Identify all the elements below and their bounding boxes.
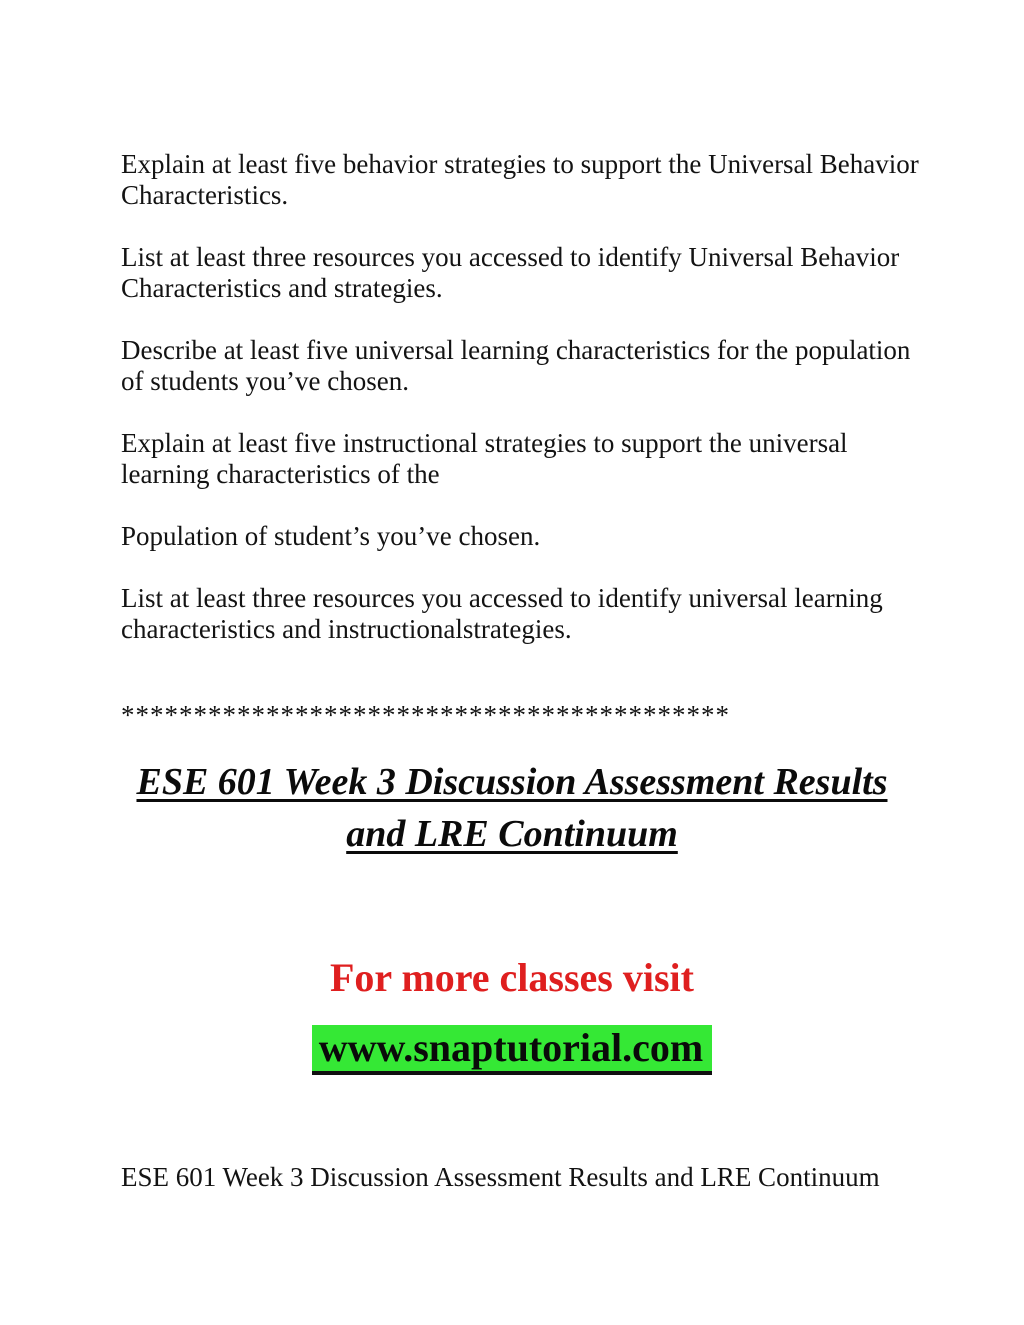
promo-text: For more classes visit [329,955,694,1000]
paragraph-population: Population of student’s you’ve chosen. [121,521,541,551]
paragraph-learning-characteristics: Describe at least five universal learning characteristics for the population of students you’ve chosen. [121,335,911,396]
course-heading [0,756,1024,860]
course-heading-line1: ESE 601 Week 3 Discussion Assessment Results [136,761,888,803]
paragraph-learning-resources: List at least three resources you accessed to identify universal learning characteristics and instructionalstrategies. [121,583,883,644]
assignment-instructions [121,149,921,676]
paragraph-instructional-strategies: Explain at least five instructional strategies to support the universal learning characteristics of the [121,428,848,489]
course-heading-line2: and LRE Continuum [346,813,678,855]
footer-course-title: ESE 601 Week 3 Discussion Assessment Results and LRE Continuum [121,1162,880,1192]
asterisk-separator: ****************************************** [121,700,730,730]
link-row [0,1025,1024,1075]
paragraph-behavior-strategies: Explain at least five behavior strategies to support the Universal Behavior Characteristics. [121,149,919,210]
paragraph-behavior-resources: List at least three resources you accessed to identify Universal Behavior Characteristics and strategies. [121,242,900,303]
snaptutorial-link[interactable]: www.snaptutorial.com [312,1025,712,1075]
